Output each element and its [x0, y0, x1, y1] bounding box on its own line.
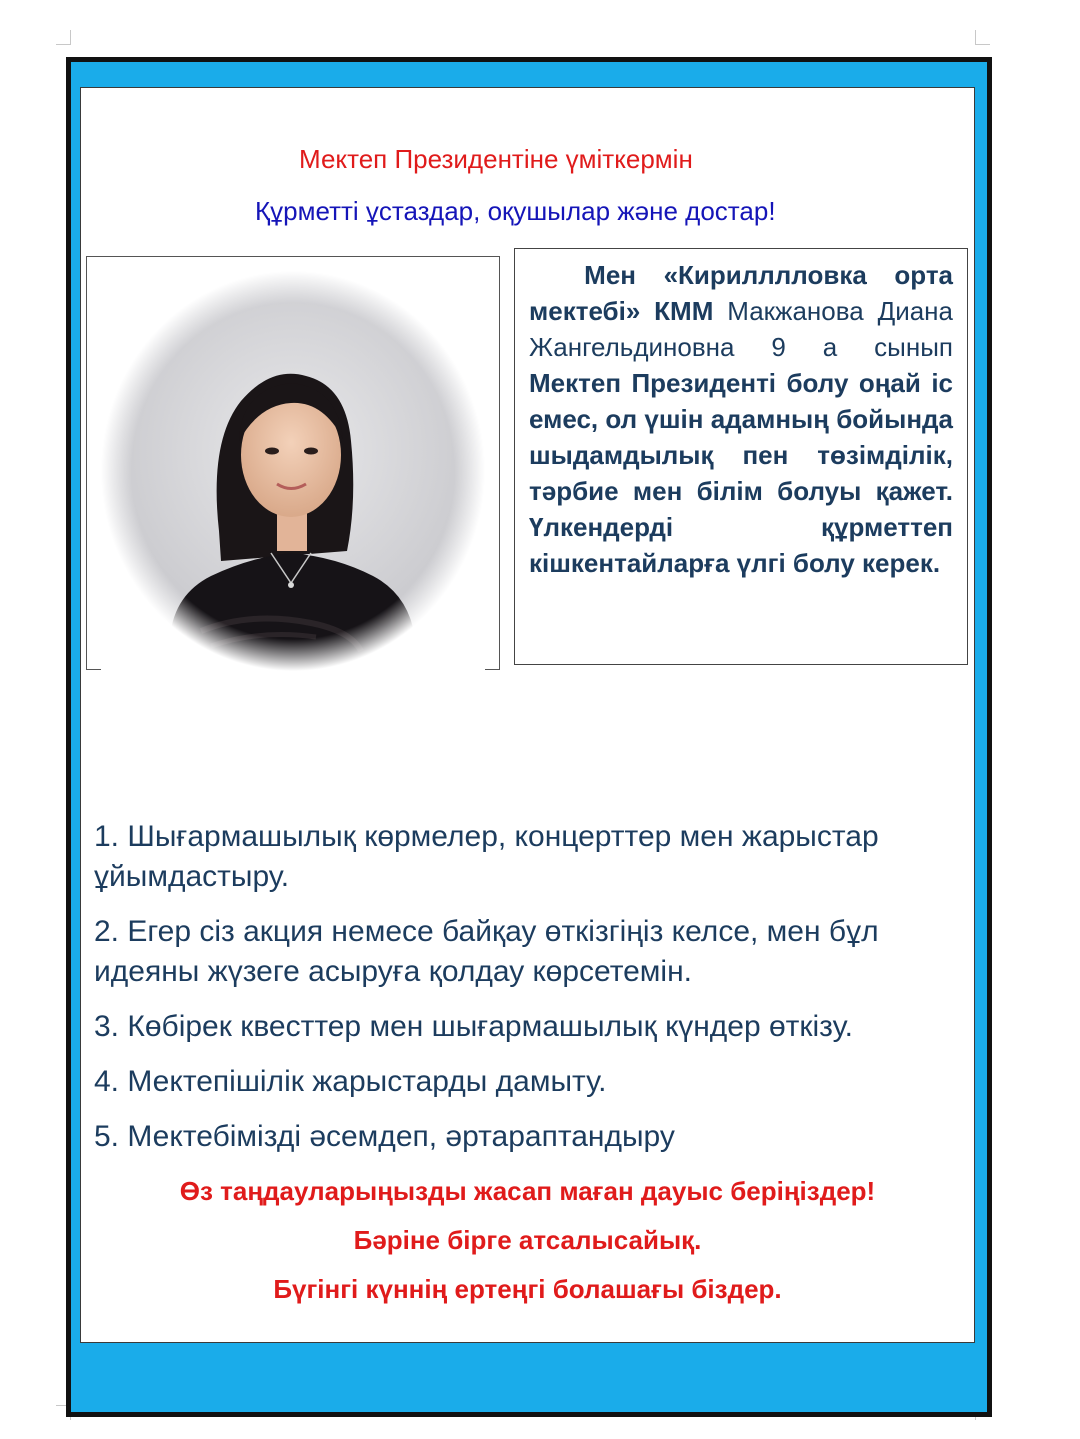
candidate-name: Макжанова Диана Жангельдиновна 9 а сынып [529, 296, 953, 362]
closing-vote-appeal: Өз таңдауларыңызды жасап маған дауыс беріңіздер! [179, 1176, 876, 1206]
intro-paragraph [529, 257, 953, 581]
school-name: «Кирилллловка орта мектебі» КММ [529, 260, 954, 326]
greeting-heading: Құрметті ұстаздар, оқушылар және достар! [255, 196, 776, 226]
document-page [80, 87, 975, 1343]
list-item: 2. Егер сіз акция немесе байқау өткізгіңіз келсе, мен бұл идеяны жүзеге асыруға қолдау көрсетемін. [94, 915, 879, 988]
list-item: 1. Шығармашылық көрмелер, концерттер мен жарыстар ұйымдастыру. [94, 820, 879, 893]
page-title: Мектеп Президентіне үміткермін [299, 144, 693, 174]
closing-future: Бүгінгі күннің ертеңгі болашағы біздер. [273, 1274, 782, 1304]
intro-lead: Мен [584, 260, 664, 290]
photo-frame [86, 256, 500, 670]
candidate-portrait [101, 271, 485, 671]
intro-text-box [514, 248, 968, 665]
candidate-statement: Мектеп Президенті болу оңай іс емес, ол үшін адамның бойында шыдамдылық пен төзімділік, тәрбие мен білім болуы қажет. Үлкендерді құрметтеп кішкентайларға үлгі болу керек. [529, 368, 953, 578]
list-item: 5. Мектебімізді әсемдеп, әртараптандыру [94, 1120, 675, 1153]
list-item: 4. Мектепішілік жарыстарды дамыту. [94, 1065, 607, 1098]
list-item: 3. Көбірек квесттер мен шығармашылық күндер өткізу. [94, 1010, 853, 1043]
campaign-goals-list [94, 817, 964, 1172]
portrait-illustration [101, 271, 485, 671]
crop-mark-top-left [56, 30, 71, 45]
closing-together: Бәріне бірге атсалысайық. [353, 1225, 702, 1255]
crop-mark-top-right [975, 30, 990, 45]
